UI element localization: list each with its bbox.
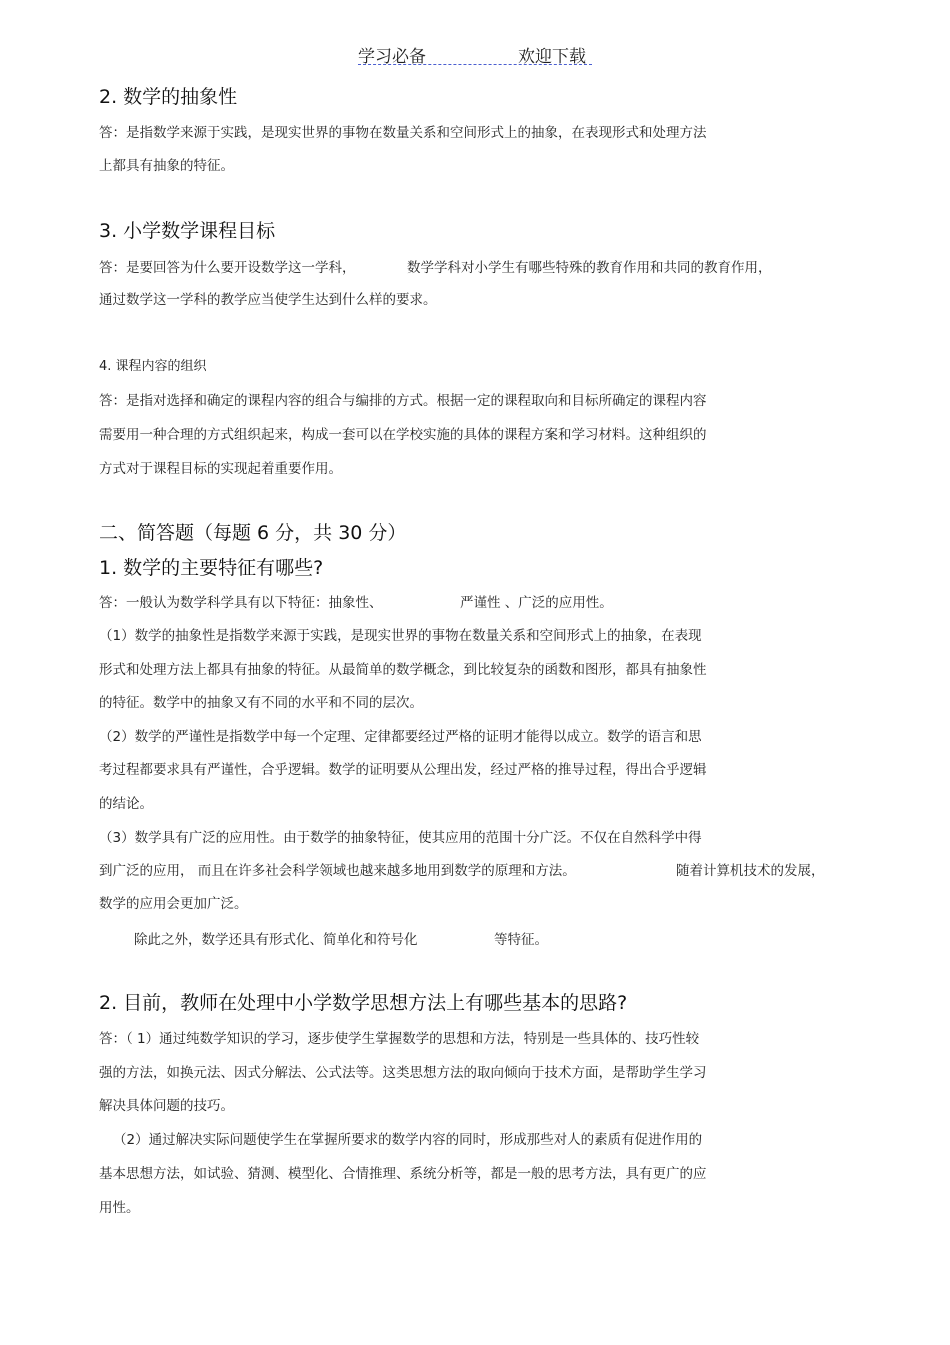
section-heading: 二、简答题（每题 6 分，共 30 分） [99, 522, 407, 544]
answer-line: 答：一般认为数学科学具有以下特征：抽象性、 [99, 595, 383, 611]
answer-line: 方式对于课程目标的实现起着重要作用。 [99, 461, 342, 477]
short-answer-2-title: 2. 目前，教师在处理中小学数学思想方法上有哪些基本的思路? [99, 992, 628, 1014]
answer-line: （1）数学的抽象性是指数学来源于实践，是现实世界的事物在数量关系和空间形式上的抽象，在表现 [99, 628, 702, 644]
question-4-title: 4. 课程内容的组织 [99, 359, 207, 374]
question-3-title: 3. 小学数学课程目标 [99, 220, 276, 242]
short-answer-1-title: 1. 数学的主要特征有哪些? [99, 557, 324, 579]
answer-line: （2）通过解决实际问题使学生在掌握所要求的数学内容的同时，形成那些对人的素质有促进作用的 [113, 1132, 703, 1148]
answer-line: 强的方法，如换元法、因式分解法、公式法等。这类思想方法的取向倾向于技术方面，是帮助学生学习 [99, 1065, 707, 1081]
answer-line: 解决具体问题的技巧。 [99, 1098, 234, 1114]
answer-line: 考过程都要求具有严谨性，合乎逻辑。数学的证明要从公理出发，经过严格的推导过程，得出合乎逻辑 [99, 762, 707, 778]
answer-line: 用性。 [99, 1200, 140, 1216]
answer-line: 答：（ 1）通过纯数学知识的学习，逐步使学生掌握数学的思想和方法，特别是一些具体的、技巧性较 [99, 1031, 700, 1047]
answer-line: 答：是指对选择和确定的课程内容的组合与编排的方式。根据一定的课程取向和目标所确定的课程内容 [99, 393, 707, 409]
answer-line: 答：是指数学来源于实践，是现实世界的事物在数量关系和空间形式上的抽象，在表现形式和处理方法 [99, 125, 707, 141]
answer-line: （2）数学的严谨性是指数学中每一个定理、定律都要经过严格的证明才能得以成立。数学的语言和思 [99, 729, 702, 745]
answer-line: 上都具有抽象的特征。 [99, 158, 234, 174]
answer-line: 等特征。 [494, 932, 548, 948]
answer-line: （3）数学具有广泛的应用性。由于数学的抽象特征，使其应用的范围十分广泛。不仅在自然科学中得 [99, 830, 702, 846]
answer-line: 数学学科对小学生有哪些特殊的教育作用和共同的教育作用， [407, 260, 772, 276]
answer-line: 到广泛的应用， 而且在许多社会科学领域也越来越多地用到数学的原理和方法。 [99, 863, 576, 879]
answer-line: 通过数学这一学科的教学应当使学生达到什么样的要求。 [99, 292, 437, 308]
header-left: 学习必备 [358, 47, 426, 67]
answer-line: 形式和处理方法上都具有抽象的特征。从最简单的数学概念，到比较复杂的函数和图形，都具有抽象性 [99, 662, 707, 678]
header-right: 欢迎下载 [518, 47, 586, 67]
question-2-title: 2. 数学的抽象性 [99, 86, 238, 108]
answer-line: 随着计算机技术的发展， [676, 863, 825, 879]
answer-line: 数学的应用会更加广泛。 [99, 896, 248, 912]
header-underline [358, 64, 592, 65]
answer-line: 的结论。 [99, 796, 153, 812]
answer-line: 除此之外，数学还具有形式化、简单化和符号化 [134, 932, 418, 948]
answer-line: 的特征。数学中的抽象又有不同的水平和不同的层次。 [99, 695, 423, 711]
answer-line: 答：是要回答为什么要开设数学这一学科， [99, 260, 356, 276]
answer-line: 基本思想方法，如试验、猜测、模型化、合情推理、系统分析等，都是一般的思考方法，具有更广的应 [99, 1166, 707, 1182]
answer-line: 严谨性 、广泛的应用性。 [460, 595, 613, 611]
answer-line: 需要用一种合理的方式组织起来，构成一套可以在学校实施的具体的课程方案和学习材料。这种组织的 [99, 427, 707, 443]
